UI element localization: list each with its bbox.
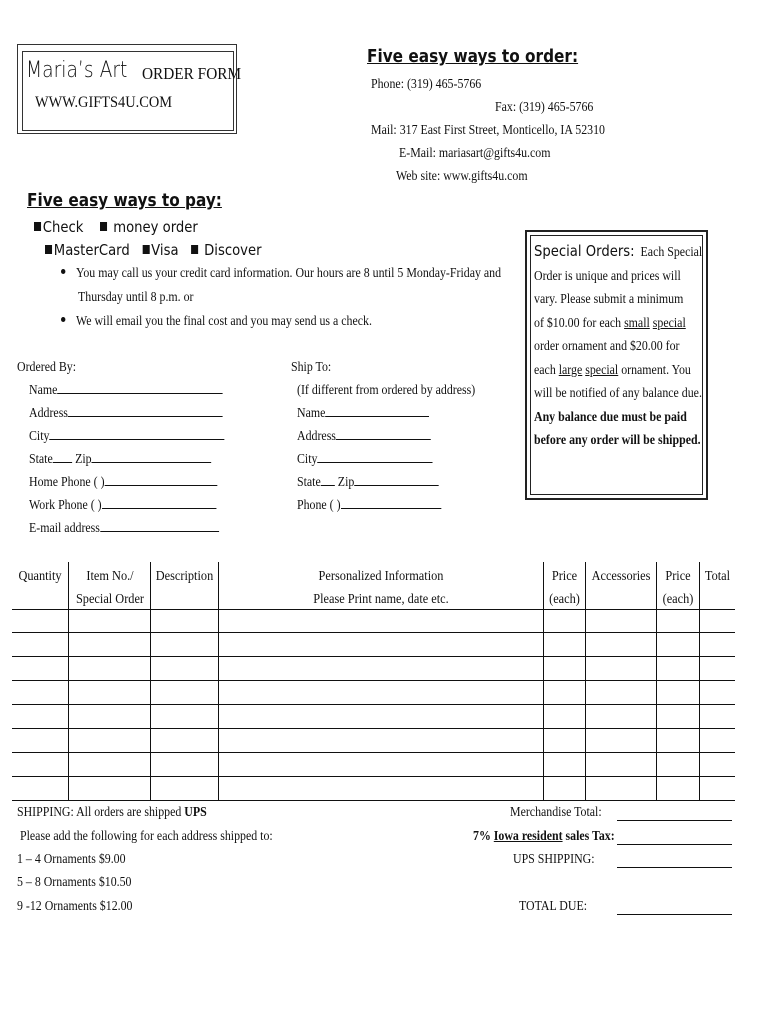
pay-row-1 <box>34 218 198 236</box>
table-row <box>12 800 735 801</box>
merchandise-total-label: Merchandise Total: <box>510 804 602 819</box>
shipping-rate-1: 1 – 4 Ornaments $9.00 <box>17 851 126 866</box>
special-orders-title: Special Orders: <box>534 242 635 260</box>
shipping-text: SHIPPING: All orders are shipped <box>17 804 185 819</box>
ordered-by-work-phone-input[interactable] <box>102 497 216 509</box>
ship-to-note: (If different from ordered by address) <box>297 382 476 397</box>
table-row <box>12 728 735 729</box>
special-line: order ornament and $20.00 for <box>534 338 680 353</box>
sales-tax-label <box>473 828 615 844</box>
header-text: (each) <box>662 592 694 607</box>
col-header-personalized <box>238 565 523 611</box>
pay-ways-title: Five easy ways to pay: <box>27 190 222 211</box>
iowa-resident-underlined: Iowa resident <box>493 828 563 843</box>
pay-bullet-1-cont: Thursday until 8 p.m. or <box>78 289 194 304</box>
pay-bullet-1-text: You may call us your credit card information. Our hours are 8 until 5 Monday-Friday and <box>75 265 502 280</box>
ups-shipping-input[interactable] <box>617 856 732 868</box>
check-checkbox[interactable] <box>34 222 41 231</box>
order-phone: Phone: (319) 465-5766 <box>371 76 482 91</box>
tax-text: sales Tax: <box>562 828 615 843</box>
col-header-total <box>702 565 733 588</box>
field-label: City <box>297 451 318 466</box>
field-label: State <box>297 474 321 489</box>
ordered-by-zip-input[interactable] <box>92 451 212 463</box>
special-text-span: each <box>534 361 559 377</box>
header-text: Description <box>155 569 214 584</box>
ups-shipping-label: UPS SHIPPING: <box>513 851 595 866</box>
discover-label: Discover <box>204 241 262 259</box>
table-row <box>12 609 735 610</box>
ordered-by-address-input[interactable] <box>68 405 223 417</box>
shipping-carrier: UPS <box>184 804 207 819</box>
field-label: State <box>29 451 53 466</box>
field-label: Address <box>297 428 336 443</box>
ordered-by-home-phone-row <box>29 474 217 490</box>
table-divider <box>150 562 151 800</box>
logo-website: WWW.GIFTS4U.COM <box>35 94 173 111</box>
table-divider <box>699 562 700 800</box>
header-text: Price <box>551 569 578 584</box>
field-label: Zip <box>75 451 92 466</box>
field-label: Name <box>297 405 326 420</box>
ship-to-state-input[interactable] <box>321 474 335 486</box>
table-row <box>12 632 735 633</box>
special-text-span: ornament. You <box>618 361 691 377</box>
ordered-by-name-row <box>29 382 223 398</box>
header-text: Accessories <box>591 569 651 584</box>
ship-to-city-row <box>297 451 433 467</box>
ordered-by-state-row <box>29 451 211 467</box>
ordered-by-email-row <box>29 520 219 536</box>
ship-to-address-row <box>297 428 431 444</box>
order-form-label: ORDER FORM <box>142 64 242 83</box>
merchandise-total-input[interactable] <box>617 809 732 821</box>
ordered-by-title: Ordered By: <box>17 359 77 374</box>
special-line: will be notified of any balance due. <box>534 385 702 400</box>
special-line: Order is unique and prices will <box>534 267 681 283</box>
table-row <box>12 776 735 777</box>
order-ways-title: Five easy ways to order: <box>367 46 579 67</box>
table-divider <box>218 562 219 800</box>
ship-to-city-input[interactable] <box>317 451 432 463</box>
special-line: Each Special <box>640 244 703 259</box>
check-label: Check <box>42 218 84 236</box>
ordered-by-city-input[interactable] <box>49 428 224 440</box>
col-header-quantity <box>15 565 64 588</box>
sales-tax-input[interactable] <box>617 833 732 845</box>
special-orders-text <box>534 240 703 452</box>
col-header-accessories <box>590 565 652 588</box>
field-label: Address <box>29 405 68 420</box>
shipping-label <box>17 804 207 820</box>
special-line <box>534 358 691 382</box>
shipping-note: Please add the following for each address shipped to: <box>20 828 273 843</box>
ordered-by-address-row <box>29 405 223 421</box>
table-row <box>12 752 735 753</box>
field-label: Name <box>29 382 58 397</box>
mastercard-checkbox[interactable] <box>45 245 52 254</box>
order-fax: Fax: (319) 465-5766 <box>495 99 594 114</box>
visa-checkbox[interactable] <box>142 245 149 254</box>
special-line: vary. Please submit a minimum <box>534 291 684 306</box>
pay-row-2 <box>45 241 262 259</box>
ship-to-name-input[interactable] <box>325 405 429 417</box>
table-row <box>12 680 735 681</box>
special-underlined: special <box>585 361 619 377</box>
table-divider <box>68 562 69 800</box>
ship-to-phone-row <box>297 497 441 513</box>
special-bold-line: Any balance due must be paid <box>534 408 687 424</box>
mastercard-label: MasterCard <box>53 241 130 259</box>
special-text-span: of $10.00 for each <box>534 314 625 330</box>
table-row <box>12 704 735 705</box>
ship-to-address-input[interactable] <box>336 428 431 440</box>
discover-checkbox[interactable] <box>191 245 198 254</box>
field-label: Work Phone ( ) <box>29 497 102 512</box>
small-underlined: small <box>624 314 650 330</box>
pay-bullet-1 <box>61 265 501 281</box>
ordered-by-city-row <box>29 428 225 444</box>
ship-to-state-row <box>297 474 439 490</box>
field-label: City <box>29 428 50 443</box>
ordered-by-email-input[interactable] <box>100 520 219 532</box>
header-text: Special Order <box>75 592 145 607</box>
ship-to-name-row <box>297 405 429 421</box>
ordered-by-home-phone-input[interactable] <box>105 474 218 486</box>
col-header-acc-price <box>660 565 697 611</box>
field-label: E-mail address <box>29 520 100 535</box>
total-due-label: TOTAL DUE: <box>519 898 588 913</box>
table-divider <box>543 562 544 800</box>
large-underlined: large <box>558 361 583 377</box>
header-text: Item No./ <box>86 569 134 584</box>
tax-text: 7% <box>473 828 494 843</box>
field-label: Phone ( ) <box>297 497 341 512</box>
money-order-label: money order <box>113 218 198 236</box>
col-header-description <box>155 565 214 588</box>
ordered-by-name-input[interactable] <box>57 382 222 394</box>
order-mail: Mail: 317 East First Street, Monticello, IA 52310 <box>371 122 605 137</box>
ship-to-phone-input[interactable] <box>341 497 441 509</box>
pay-bullet-2 <box>61 313 372 329</box>
order-email: E-Mail: mariasart@gifts4u.com <box>399 145 551 160</box>
header-text: Total <box>704 569 731 584</box>
special-underlined: special <box>652 314 686 330</box>
special-line <box>534 311 685 335</box>
header-text: (each) <box>549 592 580 607</box>
ship-to-title: Ship To: <box>291 359 332 374</box>
bullet-icon <box>61 269 65 274</box>
field-label: Home Phone ( ) <box>29 474 105 489</box>
order-website: Web site: www.gifts4u.com <box>396 168 528 183</box>
ordered-by-work-phone-row <box>29 497 216 513</box>
money-order-checkbox[interactable] <box>100 222 107 231</box>
col-header-price <box>546 565 582 611</box>
header-text: Price <box>665 569 691 584</box>
pay-bullet-2-text: We will email you the final cost and you may send us a check. <box>75 313 372 328</box>
col-header-item-no <box>75 565 145 611</box>
ordered-by-state-input[interactable] <box>53 451 72 463</box>
shipping-rate-2: 5 – 8 Ornaments $10.50 <box>17 874 132 889</box>
table-divider <box>656 562 657 800</box>
visa-label: Visa <box>151 241 179 259</box>
bullet-icon <box>61 317 65 322</box>
ship-to-zip-input[interactable] <box>354 474 438 486</box>
total-due-input[interactable] <box>617 903 732 915</box>
field-label: Zip <box>337 474 355 489</box>
header-text: Quantity <box>18 569 62 584</box>
shipping-rate-3: 9 -12 Ornaments $12.00 <box>17 898 133 913</box>
header-text: Please Print name, date etc. <box>313 592 449 607</box>
special-bold-line: before any order will be shipped. <box>534 432 701 447</box>
table-row <box>12 656 735 657</box>
table-divider <box>585 562 586 800</box>
header-text: Personalized Information <box>318 569 444 584</box>
brand-name: Maria’s Art <box>26 58 128 83</box>
